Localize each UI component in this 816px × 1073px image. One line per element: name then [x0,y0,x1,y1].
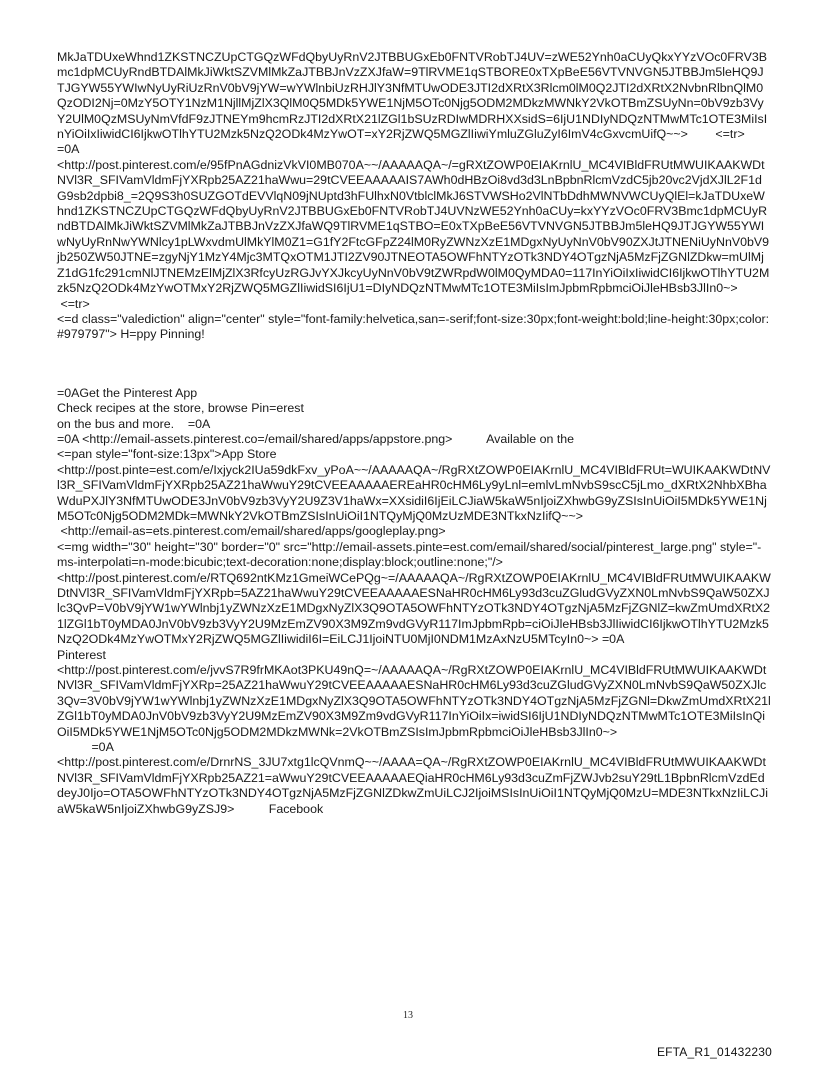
page-number: 13 [403,1010,413,1021]
spacer [57,343,771,386]
text-line-app-description: Check recipes at the store, browse Pin=erest [57,401,304,416]
text-block-app-store-link: <http://post.pinte=est.com/e/Ixjyck2IUa59dkFxv_yPoA~~/AAAAAQA~/RgRXtZOWP0EIAKrnlU_MC4VIBldFRUt=WUIKAAKWDtNVl3R_SFIVamVldmFjYXRpb25AZ21haWwuY29tCVEEAAAAAEREaHR0cHM6Ly9yLnl=emlvLmNvbS9scC5jLmo_dXRtX2NhbXBhaWduPXJlY3NfMTUwODE3JnV0bV9zb3VyY2U9Z3V1haWx=XXsidiI6IjEiLCJiaW5kaW5nIjoiZXhwbG9yZSIsInUiOiI5MDk5YWE1NjM5OTc0Njg5ODM2MDk=MWNkY2VkOTBmZSIsInUiOiI1NTQyMjQ0MzUzMDE3NTkxNzIifQ~~> [57,462,771,523]
text-block-pinterest-link: <http://post.pinterest.com/e/RTQ692ntKMz1GmeiWCePQg~=/AAAAAQA~/RgRXtZOWP0EIAKrnlU_MC4VIBldFRUtMWUIKAAKWDtNVl3R_SFIVamVldmFjYXRpb=5AZ21haWwuY29tCVEEAAAAAESNaHR0cHM6Ly93d3cuZGludGVyZXN0LmNvbS9QaW50ZXJlc3QvP=V0bV9jYW1wYWlnbj1yZWNzXzE1MDgxNyZlX3Q9OTA5OWFhNTYzOTk3NDY4OTgzNjA5MzFjZGNlZ=kwZmUmdXRtX21lZGl1bT0yMDA0JnV0bV9zb3VyY2U9MzEmZV90X3M9Zm9vdGVyR117ImJpbmRpb=ciOiJleHBsb3JlIiwidCI6IjkwOTlhYTU2Mzk5NzQ2ODk4MzYwOTMxY2RjZWQ5MGZlIiwidiI6I=EiLCJ1IjoiNTU0MjI0NDM1MzAxNzU5MTcyIn0~> =0A [57,570,771,647]
document-body [57,50,771,817]
text-block-pinterest-img-tag: <=mg width="30" height="30" border="0" src="http://email-assets.pinte=est.com/email/shared/social/pinterest_large.png" style="-ms-interpolati=n-mode:bicubic;text-decoration:none;display:block;outline:none;"/> [57,539,762,570]
text-line-qp-break-2: =0A [57,740,114,755]
text-line-app-description-cont: on the bus and more. =0A [57,416,211,431]
text-block-pinterest-link-2: <http://post.pinterest.com/e/jvvS7R9frMKAot3PKU49nQ=~/AAAAAQA~/RgRXtZOWP0EIAKrnlU_MC4VIBldFRUtMWUIKAAKWDtNVl3R_SFIVamVldmFjYXRp=25AZ21haWwuY29tCVEEAAAAAESNaHR0cHM6Ly93d3cuZGludGVyZXN0LmNvbS9QaW50ZXJlc3Qv=3V0bV9jYW1wYWlnbj1yZWNzXzE1MDgxNyZlX3Q9OTA5OWFhNTYzOTk3NDY4OTgzNjA5MzFjZGNl=DkwZmUmdXRtX21lZGl1bT0yMDA0JnV0bV9zb3VyY2U9MzEmZV90X3M9Zm9vdGVyR117InYiOiIx=iwidSI6IjU1NDIyNDQzNTMwMTc1OTE3MiIsInQiOiI5MDk5YWE1NjM5OTc0Njg5ODM2MDkzMWNk=2VkOTBmZSIsImJpbmRpbmciOiJleHBsb3JlIn0~> [57,663,771,739]
text-block-tracking-link-1: <http://post.pinterest.com/e/95fPnAGdnizVkVI0MB070A~~/AAAAAQA~/=gRXtZOWP0EIAKrnlU_MC4VIBldFRUtMWUIKAAKWDtNVl3R_SFIVamVldmFjYXRpb25AZ21haWwu=29tCVEEAAAAAIS7AWh0dHBzOi8vd3d3LnBpbnRlcmVzdC5jb20vc2VjdXJlL2F1dG9sb2dpbi8_=2Q9S3h0SUZGOTdEVVlqN09jNUptd3hFUlhxN0VtblclMkJ6STVWSHo2VlNTbDdhMWNVWCUyQlEl=kJaTDUxeWhnd1ZKSTNCZUpCTGQzWFdQbyUyRnV2JTBBUGxEb0FNTVRobTJ4UVNzWE52Ynh0aCUy=kxYYzVOc0FRV3Bmc1dpMCUyRndBTDAlMkJiWktSZVMlMkZaJTBBJnVzZXJfaWQ9TlRVME1qSTBO=E0xTXpBeE56VTVNVGN5JTBBJm5leHQ9JTJGYW55YWIwNyUyRnNwYWNlcy1pLWxvdmUlMkYlM0Z1=G1fY2FtcGFpZ24lM0RyZWNzXzE1MDgxNyUyNnV0bV90ZXJtJTNENiUyNnV0bV9jb250ZW50JTNE=zgyNjY1MzY4Mjc3MTQxOTM1JTI2ZV90JTNEOTA5OWFhNTYzOTk3NDY4OTgzNjA5MzFjZGNlZDkw=mUlMjZ1dG1fc291cmNlJTNEMzElMjZlX3RfcyUzRGJvYXJkcyUyNnV0bV9tZWRpdW0lM0QyMDA0=117InYiOiIxIiwidCI6IjkwOTlhYTU2Mzk5NzQ2ODk4MzYwOTMxY2RjZWQ5MGZlIiwidSI6IjU1=DIyNDQzNTMwMTc1OTE3MiIsImJpbmRpbmciOiJleHBsb3JlIn0~> [57,157,770,296]
text-line-googleplay-image: <http://email-as=ets.pinterest.com/email/shared/apps/googleplay.png> [57,524,446,539]
text-line-pinterest-label: Pinterest [57,647,106,662]
text-block-valediction: <=d class="valediction" align="center" style="font-family:helvetica,san=-serif;font-size:30px;font-weight:bold;line-height:30px;color:#979797"> H=ppy Pinning! [57,311,770,342]
document-id: EFTA_R1_01432230 [656,1045,772,1059]
text-line-appstore-image: =0A <http://email-assets.pinterest.co=/email/shared/apps/appstore.png> Available on the [57,431,575,446]
text-block-encoded-url-tail: MkJaTDUxeWhnd1ZKSTNCZUpCTGQzWFdQbyUyRnV2JTBBUGxEb0FNTVRobTJ4UV=zWE52Ynh0aCUyQkxYYzVOc0FRV3Bmc1dpMCUyRndBTDAlMkJiWktSZVMlMkZaJTBBJnVzZXJfaW=9TlRVME1qSTBORE0xTXpBeE56VTVNVGN5JTBBJm5leHQ9JTJGYW55YWIwNyUyRiUzRnV0bV9jYW=wYWlnbiUzRHJlY3NfMTUwODE3JTI2dXRtX3Rlcm0lM0Q2JTI2dXRtX2NvbnRlbnQlM0QzODI2Nj=0MzY5OTY1NzM1NjllMjZlX3QlM0Q5MDk5YWE1NjM5OTc0Njg5ODM2MDkzMWNkY2VkOTBmZSUyNn=0bV9zb3VyY2UlM0QzMSUyNmVfdF9zJTNEYm9hcmRzJTI2dXRtX21lZGl1bSUzRDIwMDRHXXsidS=6IjU1NDIyNDQzNTMwMTc1OTE3MiIsInYiOiIxIiwidCI6IjkwOTlhYTU2Mzk5NzQ2ODk4MzYwOT=xY2RjZWQ5MGZlIiwiYmluZGluZyI6ImV4cGxvcmUifQ~~> <=tr> [57,50,768,142]
text-line-get-app-heading: =0AGet the Pinterest App [57,385,198,400]
text-line-tr-tag: <=tr> [57,296,90,311]
text-block-facebook-link: <http://post.pinterest.com/e/DrnrNS_3JU7xtg1lcQVnmQ~~/AAAA=QA~/RgRXtZOWP0EIAKrnlU_MC4VIBldFRUtMWUIKAAKWDtNVl3R_SFIVamVldmFjYXRpb25AZ21=aWwuY29tCVEEAAAAAEQiaHR0cHM6Ly93d3cuZmFjZWJvb2suY29tL1BpbnRlcmVzdEddeyJ0Ijo=OTA5OWFhNTYzOTk3NDY4OTgzNjA5MzFjZGNlZDkwZmUiLCJ2IjoiMSIsInUiOiI1NTQyMjQ0MzU=MDE3NTkxNzIiLCJiaW5kaW5nIjoiZXhwbG9yZSJ9> Facebook [57,755,768,816]
text-line-qp-break: =0A [57,142,80,157]
text-line-app-store-span: <=pan style="font-size:13px">App Store [57,447,277,462]
